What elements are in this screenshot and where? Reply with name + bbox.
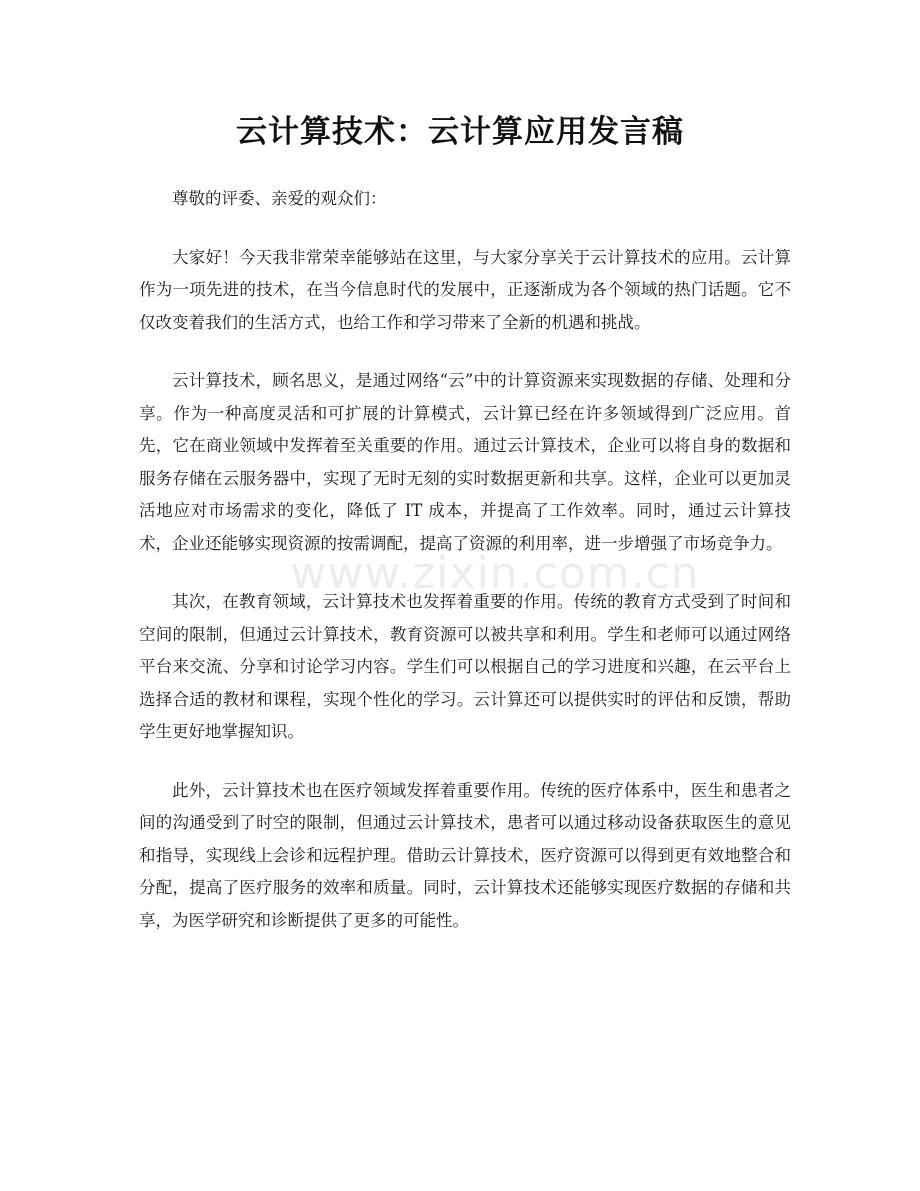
document-body — [139, 183, 791, 963]
salutation: 尊敬的评委、亲爱的观众们： — [172, 189, 387, 208]
document-title: 云计算技术：云计算应用发言稿 — [236, 114, 684, 150]
paragraph-2: 云计算技术，顾名思义，是通过网络“云”中的计算资源来实现数据的存储、处理和分享。作为一种高度灵活和可扩展的计算模式，云计算已经在许多领域得到广泛应用。首先，它在商业领域中发挥着至关重要的作用。通过云计算技术，企业可以将自身的数据和服务存储在云服务器中，实现了无时无刻的实时数据更新和共享。这样，企业可以更加灵活地应对市场需求的变化，降低了 IT 成本，并提高了工作效率。同时，通过云计算技术，企业还能够实现资源的按需调配，提高了资源的利用率，进一步增强了市场竞争力。 — [139, 371, 791, 553]
watermark: www.zixin.com.cn — [290, 548, 700, 599]
paragraph-3: 其次，在教育领域，云计算技术也发挥着重要的作用。传统的教育方式受到了时间和空间的限制，但通过云计算技术，教育资源可以被共享和利用。学生和老师可以通过网络平台来交流、分享和讨论学习内容。学生们可以根据自己的学习进度和兴趣，在云平台上选择合适的教材和课程，实现个性化的学习。云计算还可以提供实时的评估和反馈，帮助学生更好地掌握知识。 — [139, 592, 791, 741]
paragraph-1: 大家好！今天我非常荣幸能够站在这里，与大家分享关于云计算技术的应用。云计算作为一项先进的技术，在当今信息时代的发展中，正逐渐成为各个领域的热门话题。它不仅改变着我们的生活方式，也给工作和学习带来了全新的机遇和挑战。 — [139, 247, 791, 332]
paragraph-4: 此外，云计算技术也在医疗领域发挥着重要作用。传统的医疗体系中，医生和患者之间的沟通受到了时空的限制，但通过云计算技术，患者可以通过移动设备获取医生的意见和指导，实现线上会诊和远程护理。借助云计算技术，医疗资源可以得到更有效地整合和分配，提高了医疗服务的效率和质量。同时，云计算技术还能够实现医疗数据的存储和共享，为医学研究和诊断提供了更多的可能性。 — [139, 780, 791, 930]
